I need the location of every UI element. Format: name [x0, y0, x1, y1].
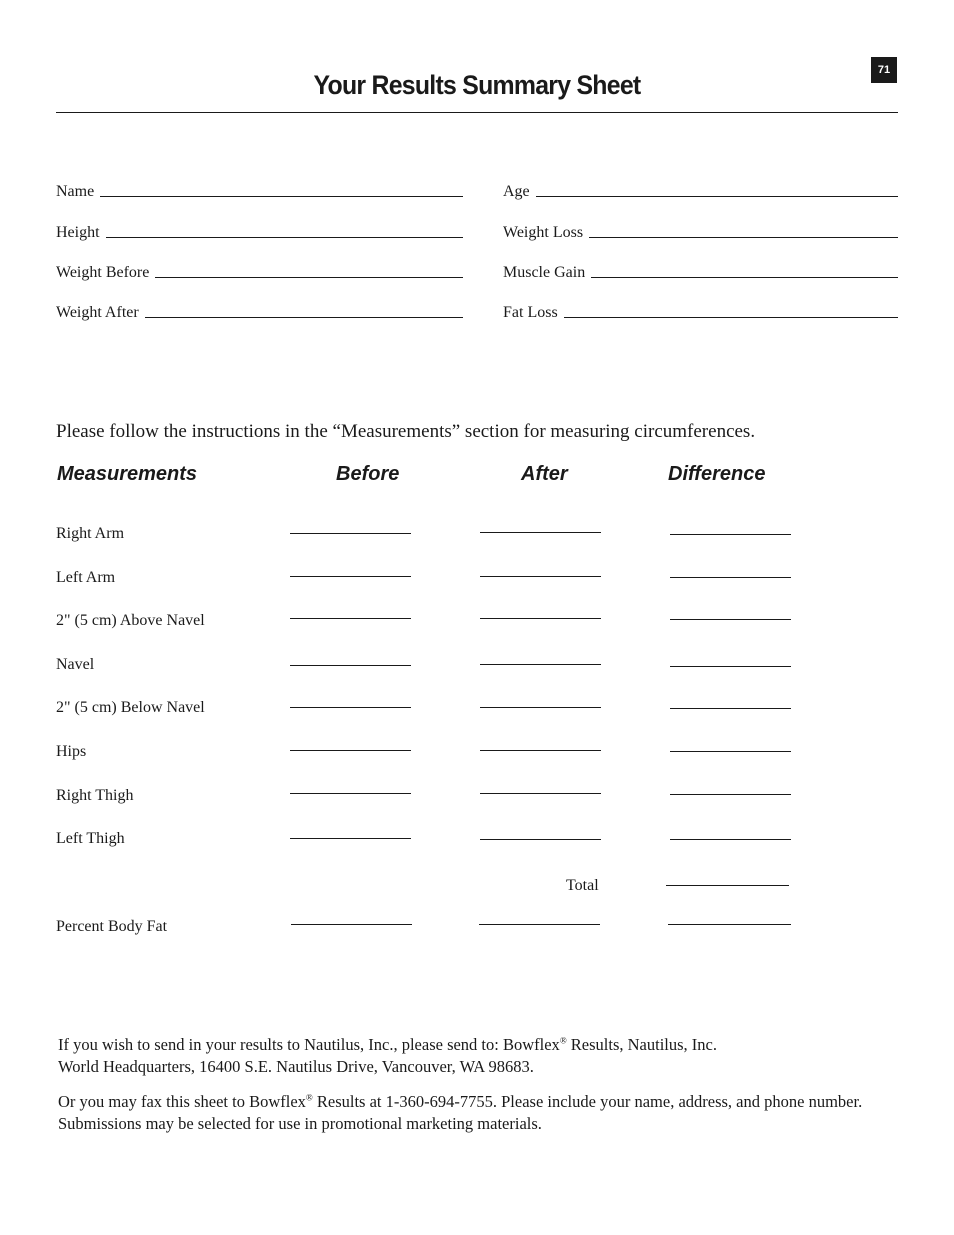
above-navel-difference-blank[interactable] — [670, 619, 791, 620]
right-thigh-difference-blank[interactable] — [670, 794, 791, 795]
weight-after-field[interactable] — [56, 300, 463, 322]
fat-loss-input-line[interactable] — [564, 317, 898, 318]
weight-before-input-line[interactable] — [155, 277, 463, 278]
age-input-line[interactable] — [536, 196, 898, 197]
hips-after-blank[interactable] — [480, 750, 601, 751]
right-thigh-before-blank[interactable] — [290, 793, 411, 794]
below-navel-difference-blank[interactable] — [670, 708, 791, 709]
name-input-line[interactable] — [100, 196, 463, 197]
address-text-part-1: If you wish to send in your results to Nautilus, Inc., please send to: Bowflex — [58, 1035, 560, 1054]
row-label-above-navel: 2" (5 cm) Above Navel — [56, 612, 205, 629]
registered-mark: ® — [559, 1035, 567, 1046]
navel-after-blank[interactable] — [480, 664, 601, 665]
muscle-gain-input-line[interactable] — [591, 277, 898, 278]
height-input-line[interactable] — [106, 237, 463, 238]
hips-before-blank[interactable] — [290, 750, 411, 751]
muscle-gain-field[interactable] — [503, 260, 898, 282]
body-fat-after-blank[interactable] — [479, 924, 600, 925]
row-label-left-arm: Left Arm — [56, 569, 116, 586]
right-arm-difference-blank[interactable] — [670, 534, 791, 535]
age-field[interactable] — [503, 179, 898, 201]
field-label: Age — [503, 183, 530, 200]
navel-before-blank[interactable] — [290, 665, 411, 666]
title-divider — [56, 112, 898, 113]
body-fat-before-blank[interactable] — [291, 924, 412, 925]
left-arm-difference-blank[interactable] — [670, 577, 791, 578]
field-label: Name — [56, 183, 95, 200]
left-arm-before-blank[interactable] — [290, 576, 411, 577]
left-thigh-after-blank[interactable] — [480, 839, 601, 840]
weight-loss-input-line[interactable] — [589, 237, 898, 238]
field-label: Weight After — [56, 304, 139, 321]
above-navel-before-blank[interactable] — [290, 618, 411, 619]
navel-difference-blank[interactable] — [670, 666, 791, 667]
field-label: Muscle Gain — [503, 264, 586, 281]
submission-address-paragraph — [58, 1034, 878, 1078]
before-header: Before — [336, 463, 400, 485]
instructions-text: Please follow the instructions in the “Measurements” section for measuring circumferences. — [56, 421, 756, 442]
name-field[interactable] — [56, 179, 463, 201]
row-label-hips: Hips — [56, 743, 87, 760]
field-label: Fat Loss — [503, 304, 558, 321]
row-label-percent-body-fat: Percent Body Fat — [56, 918, 168, 935]
height-field[interactable] — [56, 220, 463, 242]
left-arm-after-blank[interactable] — [480, 576, 601, 577]
left-thigh-difference-blank[interactable] — [670, 839, 791, 840]
row-label-left-thigh: Left Thigh — [56, 830, 125, 847]
row-label-right-thigh: Right Thigh — [56, 787, 134, 804]
row-label-right-arm: Right Arm — [56, 525, 125, 542]
page-title: Your Results Summary Sheet — [313, 70, 641, 100]
right-thigh-after-blank[interactable] — [480, 793, 601, 794]
after-header: After — [521, 463, 568, 485]
row-label-below-navel: 2" (5 cm) Below Navel — [56, 699, 205, 716]
total-label: Total — [566, 877, 599, 894]
difference-header: Difference — [668, 463, 766, 485]
left-thigh-before-blank[interactable] — [290, 838, 411, 839]
weight-loss-field[interactable] — [503, 220, 898, 242]
row-label-navel: Navel — [56, 656, 95, 673]
body-fat-difference-blank[interactable] — [668, 924, 791, 925]
right-arm-before-blank[interactable] — [290, 533, 411, 534]
fax-text-part-1: Or you may fax this sheet to Bowflex — [58, 1092, 306, 1111]
field-label: Weight Before — [56, 264, 150, 281]
field-label: Height — [56, 224, 100, 241]
below-navel-after-blank[interactable] — [480, 707, 601, 708]
above-navel-after-blank[interactable] — [480, 618, 601, 619]
total-difference-blank[interactable] — [666, 885, 789, 886]
registered-mark: ® — [305, 1092, 313, 1103]
page-number: 71 — [871, 57, 897, 83]
weight-before-field[interactable] — [56, 260, 463, 282]
fat-loss-field[interactable] — [503, 300, 898, 322]
field-label: Weight Loss — [503, 224, 584, 241]
right-arm-after-blank[interactable] — [480, 532, 601, 533]
below-navel-before-blank[interactable] — [290, 707, 411, 708]
fax-text-part-2: Results at 1-360-694-7755. Please include your name, address, and phone number. Submissions may be selected for use in promotional marketing materials. — [58, 1092, 863, 1133]
address-text-part-2: Results, Nautilus, Inc. — [566, 1035, 717, 1054]
address-text-part-3: World Headquarters, 16400 S.E. Nautilus Drive, Vancouver, WA 98683. — [58, 1057, 534, 1076]
hips-difference-blank[interactable] — [670, 751, 791, 752]
weight-after-input-line[interactable] — [145, 317, 463, 318]
measurements-header: Measurements — [57, 463, 198, 485]
fax-paragraph — [58, 1091, 878, 1135]
